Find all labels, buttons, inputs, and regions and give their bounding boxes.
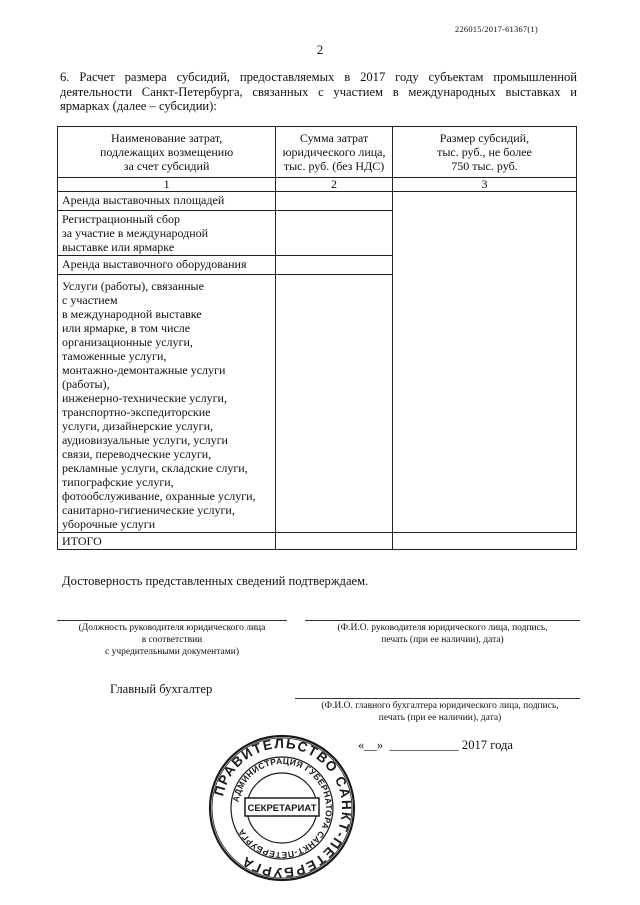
row-label-services: Услуги (работы), связанные с участием в международной выставке или ярмарке, в том числе организационные услуги, таможенные услуги, монтажно-демонтажные услуги (работы), инженерно-технические услуги, транспортно-экспедиторские услуги, дизайнерские услуги, аудиовизуальные услуги, услуги связи, переводческие услуги, рекламные услуги, складские слуги, типографские услуги, фотообслуживание, охранные услуги, санитарно-гигиенические услуги, уборочные услуги (58, 275, 276, 533)
confirmation-text: Достоверность представленных сведений подтверждаем. (62, 574, 369, 588)
page-number: 2 (316, 42, 324, 57)
signature-line-head (305, 620, 580, 621)
table-row (58, 192, 577, 211)
document-number: 226015/2017-61367(1) (455, 24, 538, 34)
stamp-outer-text: ПРАВИТЕЛЬСТВО САНКТ-ПЕТЕРБУРГА (211, 735, 355, 881)
chief-accountant-label: Главный бухгалтер (110, 682, 213, 696)
header-cost-sum: Сумма затрат юридического лица, тыс. руб. (без НДС) (276, 127, 393, 178)
caption-position: (Должность руководителя юридического лица в соответствии с учредительными документами) (78, 623, 266, 657)
row-value-cell (276, 192, 393, 211)
table-header-row (58, 127, 577, 178)
subsidy-size-cell (392, 192, 576, 533)
date-line: «__» ___________ 2017 года (358, 738, 514, 752)
row-label-exhibition-space: Аренда выставочных площадей (58, 192, 276, 211)
header-subsidy-size: Размер субсидий, тыс. руб., не более 750 тыс. руб. (392, 127, 576, 178)
subsidy-calculation-table (57, 126, 577, 550)
total-label: ИТОГО (58, 533, 276, 550)
table-total-row (58, 533, 577, 550)
row-value-cell (276, 211, 393, 256)
section-6-intro: 6. Расчет размера субсидий, предоставляемых в 2017 году субъектам промышленной деятельности Санкт-Петербурга, связанных с участием в международных выставках и ярмарках (далее – субсидии): (60, 70, 577, 113)
official-stamp (207, 733, 357, 883)
signature-line-position (57, 620, 287, 621)
total-subsidy-cell (392, 533, 576, 550)
signature-line-accountant (295, 698, 580, 699)
column-number-2: 2 (276, 178, 393, 192)
caption-accountant: (Ф.И.О. главного бухгалтера юридического лица, подпись, печать (при ее наличии), дата) (321, 701, 559, 723)
row-value-cell (276, 256, 393, 275)
header-cost-name: Наименование затрат, подлежащих возмещению за счет субсидий (58, 127, 276, 178)
row-label-registration-fee: Регистрационный сбор за участие в международной выставке или ярмарке (58, 211, 276, 256)
row-label-equipment-rent: Аренда выставочного оборудования (58, 256, 276, 275)
stamp-center-text: СЕКРЕТАРИАТ (247, 803, 317, 814)
column-number-row (58, 178, 577, 192)
total-sum-cell (276, 533, 393, 550)
stamp-inner-text: АДМИНИСТРАЦИЯ ГУБЕРНАТОРА САНКТ-ПЕТЕРБУРГА (230, 755, 335, 861)
caption-head-name: (Ф.И.О. руководителя юридического лица, подпись, печать (при ее наличии), дата) (337, 623, 548, 645)
row-value-cell (276, 275, 393, 533)
column-number-1: 1 (58, 178, 276, 192)
column-number-3: 3 (392, 178, 576, 192)
